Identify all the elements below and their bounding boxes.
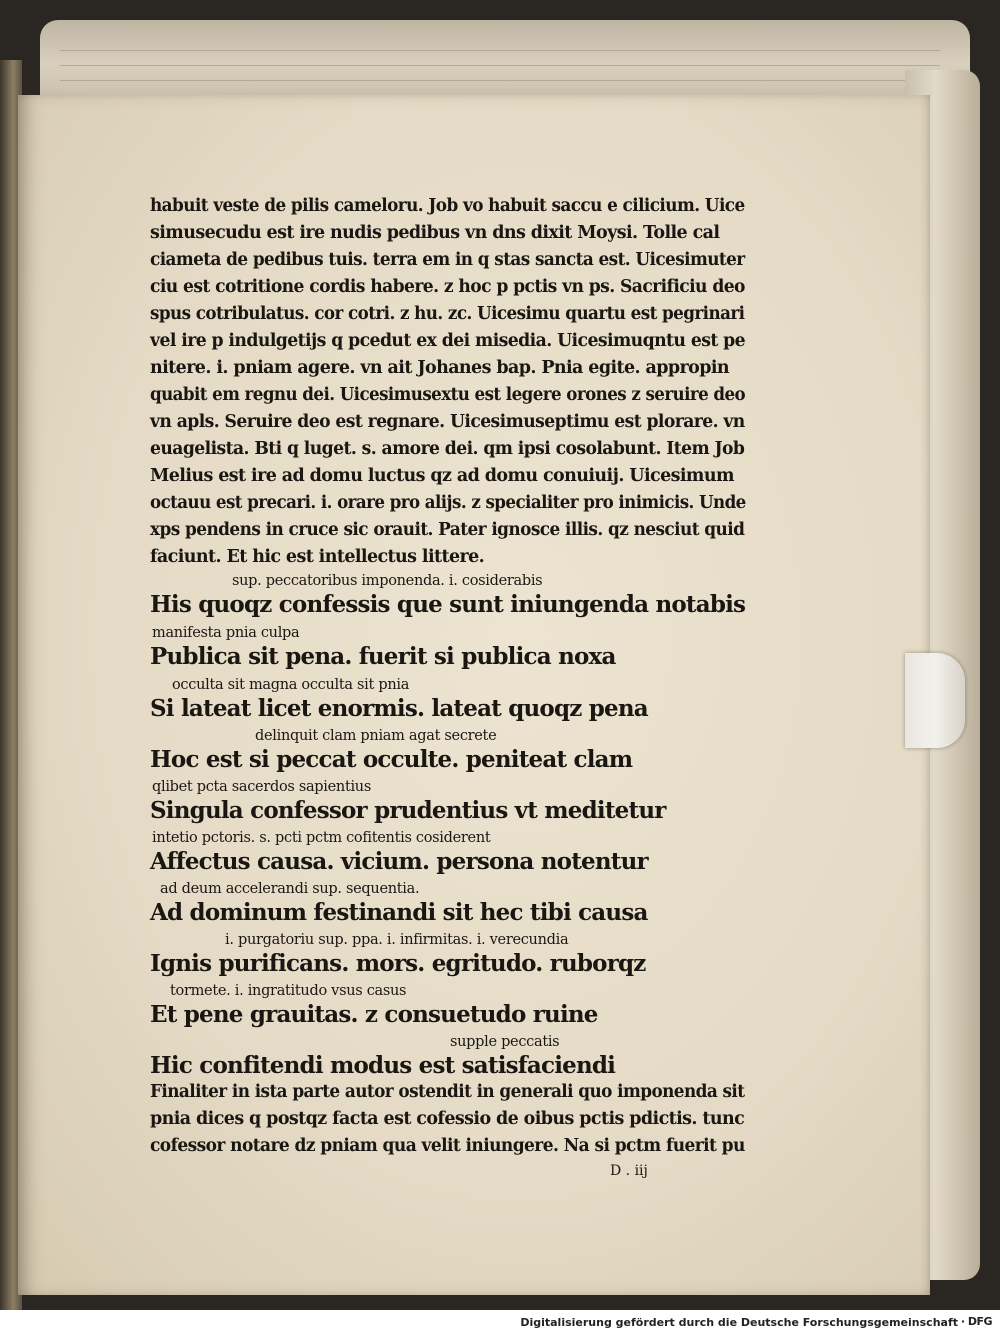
prose-line: habuit veste de pilis cameloru. Job vo habuit saccu e cilicium. Uice	[150, 196, 745, 216]
digitization-footer	[0, 1310, 1000, 1339]
verse-line: Si lateat licet enormis. lateat quoqz pena	[150, 695, 648, 722]
verse-line: Ad dominum festinandi sit hec tibi causa	[150, 899, 648, 926]
funding-credit: Digitalisierung gefördert durch die Deutsche Forschungsgemeinschaft	[520, 1316, 958, 1329]
prose-line: vel ire p indulgetijs q pcedut ex dei misedia. Uicesimuqntu est pe	[150, 331, 746, 351]
gloss-line: occulta sit magna occulta sit pnia	[172, 677, 410, 693]
gloss-line: i. purgatoriu sup. ppa. i. infirmitas. i. verecundia	[225, 932, 569, 948]
verse-line: Ignis purificans. mors. egritudo. ruborqz	[150, 950, 646, 977]
signature-mark: D . iij	[610, 1163, 648, 1179]
gloss-line: qlibet pcta sacerdos sapientius	[152, 779, 371, 795]
prose-line: octauu est precari. i. orare pro alijs. z specialiter pro inimicis. Unde	[150, 493, 746, 513]
prose-line: quabit em regnu dei. Uicesimusextu est legere orones z seruire deo	[150, 385, 746, 405]
prose-line: nitere. i. pniam agere. vn ait Johanes bap. Pnia egite. appropin	[150, 358, 730, 378]
verse-line: Hoc est si peccat occulte. peniteat clam	[150, 746, 633, 773]
prose-line: vn apls. Seruire deo est regnare. Uicesimuseptimu est plorare. vn	[150, 412, 745, 432]
prose-line: xps pendens in cruce sic orauit. Pater ignosce illis. qz nesciut quid	[150, 520, 745, 540]
prose-line: ciu est cotritione cordis habere. z hoc p pctis vn ps. Sacrificiu deo	[150, 277, 745, 297]
gloss-line: ad deum accelerandi sup. sequentia.	[160, 881, 420, 897]
verse-line: His quoqz confessis que sunt iniungenda notabis	[150, 591, 746, 618]
verse-line: Singula confessor prudentius vt meditetur	[150, 797, 666, 824]
gloss-line: manifesta pnia culpa	[152, 625, 300, 641]
prose-line: pnia dices q postqz facta est cofessio de oibus pctis pdictis. tunc	[150, 1109, 745, 1129]
prose-line: faciunt. Et hic est intellectus littere.	[150, 547, 485, 567]
prose-line: spus cotribulatus. cor cotri. z hu. zc. Uicesimu quartu est pegrinari	[150, 304, 745, 324]
prose-line: Melius est ire ad domu luctus qz ad domu conuiuij. Uicesimum	[150, 466, 734, 486]
verse-line: Affectus causa. vicium. persona notentur	[150, 848, 648, 875]
verse-line: Publica sit pena. fuerit si publica noxa	[150, 643, 616, 670]
verse-line: Et pene grauitas. z consuetudo ruine	[150, 1001, 598, 1028]
gloss-line: supple peccatis	[450, 1034, 560, 1050]
gloss-line: delinquit clam pniam agat secrete	[255, 728, 497, 744]
gloss-line: intetio pctoris. s. pcti pctm cofitentis cosiderent	[152, 830, 491, 846]
gloss-line: sup. peccatoribus imponenda. i. cosiderabis	[232, 573, 543, 589]
prose-line: euagelista. Bti q luget. s. amore dei. qm ipsi cosolabunt. Item Job	[150, 439, 745, 459]
dfg-logo: · DFG	[960, 1315, 992, 1328]
prose-line: Finaliter in ista parte autor ostendit in generali quo imponenda sit	[150, 1082, 745, 1102]
prose-line: ciameta de pedibus tuis. terra em in q stas sancta est. Uicesimuter	[150, 250, 745, 270]
gloss-line: tormete. i. ingratitudo vsus casus	[170, 983, 407, 999]
prose-line: simusecudu est ire nudis pedibus vn dns dixit Moysi. Tolle cal	[150, 223, 720, 243]
verse-line: Hic confitendi modus est satisfaciendi	[150, 1052, 616, 1079]
prose-line: cofessor notare dz pniam qua velit iniungere. Na si pctm fuerit pu	[150, 1136, 745, 1156]
